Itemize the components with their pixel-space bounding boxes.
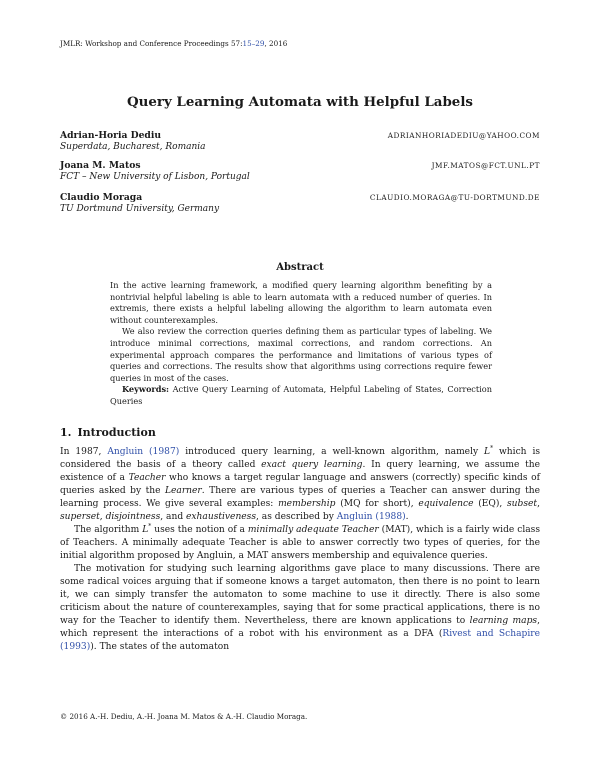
text-run: (MQ for short),	[335, 499, 419, 509]
text-run: ,	[99, 512, 106, 522]
section-heading	[60, 426, 156, 439]
text-run: , which represent the interactions of a robot with his environment as a DFA (	[60, 616, 540, 639]
emphasis: Learner	[164, 486, 202, 496]
text-run: ,	[537, 499, 540, 509]
copyright-footer: © 2016 A.-H. Dediu, A.-H. Joana M. Matos & A.-H. Claudio Moraga.	[60, 712, 308, 721]
author-block	[60, 160, 540, 182]
author-affiliation: FCT – New University of Lisbon, Portugal	[60, 172, 250, 182]
author-name: Claudio Moraga	[60, 192, 143, 203]
math-symbol: L*	[142, 522, 152, 535]
keywords-text: Active Query Learning of Automata, Helpful Labeling of States, Correction Queries	[110, 384, 492, 406]
author-affiliation: TU Dortmund University, Germany	[60, 204, 220, 214]
author-email[interactable]: CLAUDIO.MORAGA@TU-DORTMUND.DE	[369, 193, 540, 202]
math-symbol: L*	[484, 444, 494, 457]
emphasis: exact query learning	[261, 460, 363, 470]
body-paragraph	[60, 563, 540, 654]
keywords	[110, 384, 492, 407]
text-run: .	[405, 512, 409, 522]
pages-link[interactable]: 15–29	[242, 39, 265, 48]
text-run: who knows a target regular language and answers (correctly) specific kinds of queries asked by the	[60, 473, 540, 496]
emphasis: equivalence	[418, 499, 474, 509]
journal-name: JMLR: Workshop and Conference Proceedings 57:	[60, 39, 243, 48]
text-run: (EQ),	[473, 499, 508, 509]
author-email[interactable]: ADRIANHORIADEDIU@YAHOO.COM	[387, 131, 540, 140]
citation-link[interactable]: Angluin (1987)	[107, 447, 180, 457]
emphasis: minimally adequate Teacher	[247, 525, 379, 535]
emphasis: Teacher	[128, 473, 166, 483]
text-run: The motivation for studying such learning algorithms gave place to many discussions. There are some radical voices arguing that if someone knows a target automaton, then there is no point to learn it, we can simply transfer the automaton to some machine to use it directly. There is also some criticism about the nature of counterexamples, saying that for some practical applications, there is no way for the Teacher to identify them. Nevertheless, there are known applications to	[60, 564, 540, 626]
emphasis: learning maps	[469, 616, 538, 626]
text-run: , as described by	[256, 512, 337, 522]
author-email[interactable]: JMF.MATOS@FCT.UNL.PT	[431, 161, 540, 170]
author-affiliation: Superdata, Bucharest, Romania	[60, 142, 206, 152]
abstract-paragraph: We also review the correction queries defining them as particular types of labeling. We introduce minimal corrections, maximal corrections, and random corrections. An experimental approach compares the performance and limitations of various types of queries and corrections. The results show that algorithms using corrections require fewer queries in most of the cases.	[110, 326, 492, 383]
text-run: uses the notion of a	[151, 525, 248, 535]
journal-year: , 2016	[264, 39, 288, 48]
text-run: introduced query learning, a well-known algorithm, namely	[179, 447, 485, 457]
section-title: Introduction	[77, 426, 156, 439]
body-paragraph	[60, 524, 540, 563]
emphasis: membership	[278, 499, 336, 509]
emphasis: disjointness	[105, 512, 161, 522]
text-run: ). The states of the automaton	[90, 642, 230, 652]
author-block	[60, 192, 540, 214]
author-name: Joana M. Matos	[60, 160, 141, 171]
author-block	[60, 130, 540, 152]
keywords-label: Keywords:	[122, 384, 170, 395]
text-run: which is considered the basis of a theory called	[60, 447, 541, 470]
emphasis: subset	[507, 499, 538, 509]
paper-title: Query Learning Automata with Helpful Labels	[127, 94, 473, 110]
running-header	[60, 39, 287, 48]
section-number: 1.	[60, 426, 72, 439]
emphasis: exhaustiveness	[186, 512, 257, 522]
emphasis: superset	[60, 512, 100, 522]
citation-link[interactable]: Angluin (1988)	[336, 512, 406, 522]
author-name: Adrian-Horia Dediu	[60, 130, 162, 141]
text-run: . In query learning, we assume the existence of a	[60, 460, 541, 483]
abstract	[110, 280, 492, 408]
text-run: , and	[160, 512, 187, 522]
abstract-paragraph: In the active learning framework, a modified query learning algorithm benefiting by a nontrivial helpful labeling is able to learn automata with a reduced number of queries. In extremis, there exists a helpful labeling allowing the algorithm to learn automata even without counterexamples.	[110, 280, 492, 325]
text-run: The algorithm	[74, 525, 143, 535]
text-run: (MAT), which is a fairly wide class of Teachers. A minimally adequate Teacher is able to answer correctly two types of queries, for the initial algorithm proposed by Angluin, a MAT answers membership and equivalence queries.	[60, 525, 540, 561]
abstract-heading: Abstract	[276, 262, 324, 273]
citation-link[interactable]: Rivest and Schapire (1993)	[60, 629, 540, 652]
text-run: . There are various types of queries a Teacher can answer during the learning process. We give several examples:	[60, 486, 540, 509]
text-run: In 1987,	[60, 447, 108, 457]
body-paragraph	[60, 446, 540, 524]
body-text	[60, 446, 540, 654]
